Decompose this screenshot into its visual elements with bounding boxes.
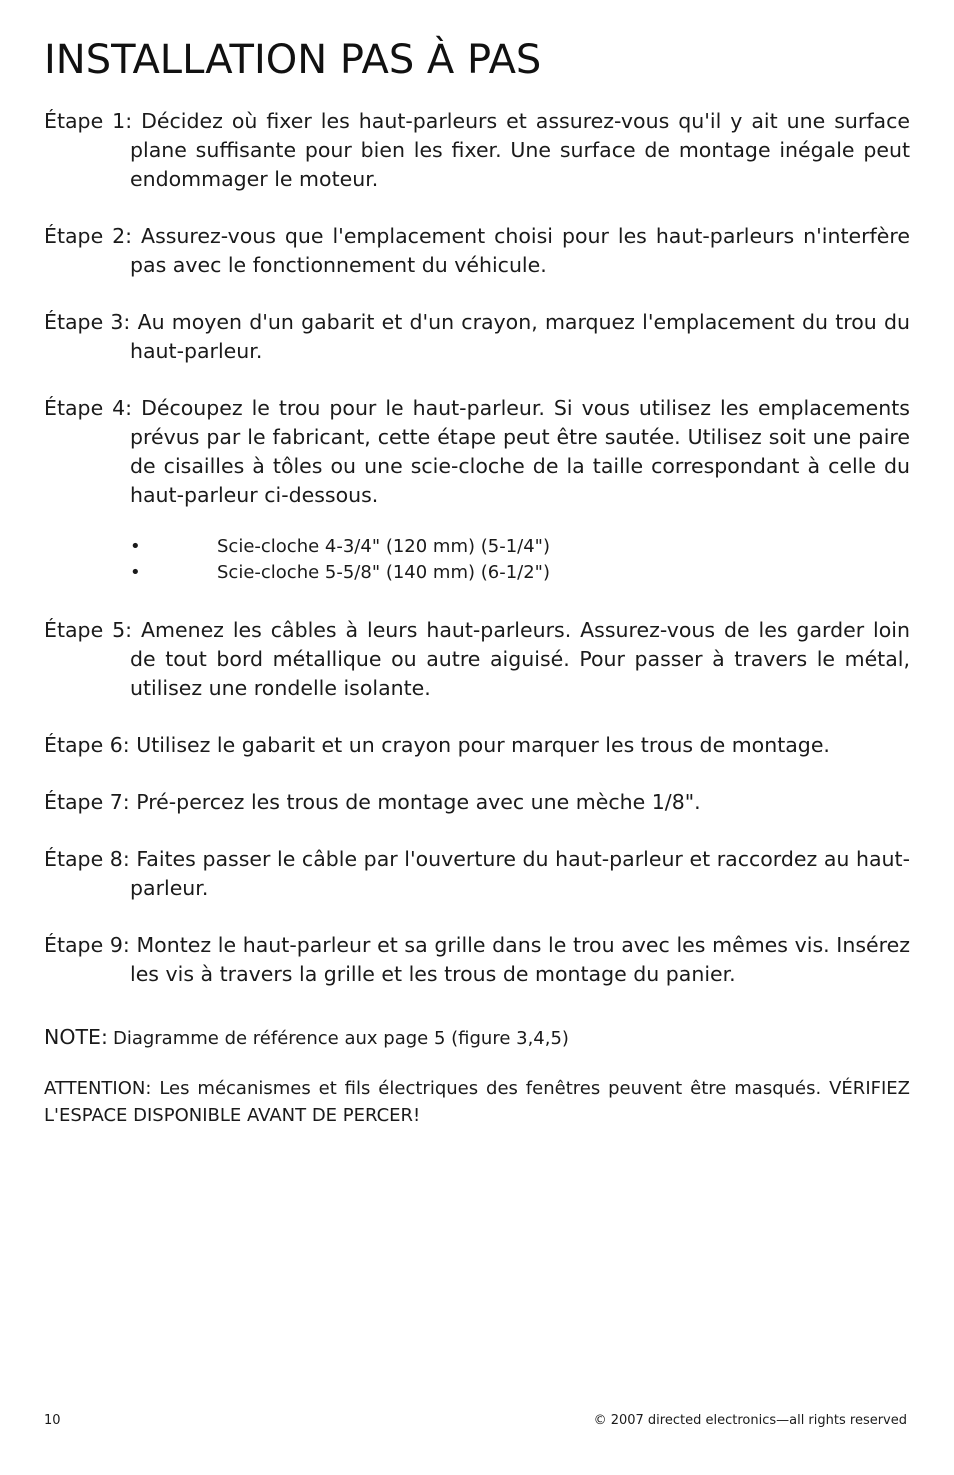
step-5 <box>44 616 910 703</box>
page-title: INSTALLATION PAS À PAS <box>44 37 542 83</box>
note-text: Diagramme de référence aux page 5 (figure 3,4,5) <box>112 1028 569 1049</box>
attention-warning: ATTENTION: Les mécanismes et fils électriques des fenêtres peuvent être masqués. VÉRIFIEZ L'ESPACE DISPONIBLE AVANT DE PERCER! <box>44 1078 910 1126</box>
step-7 <box>44 788 910 817</box>
step-label: Étape 5: <box>44 618 133 642</box>
step-text: Utilisez le gabarit et un crayon pour marquer les trous de montage. <box>136 733 830 757</box>
step-text: Montez le haut-parleur et sa grille dans le trou avec les mêmes vis. Insérez les vis à travers la grille et les trous de montage du panier. <box>130 933 910 986</box>
list-item-text: Scie-cloche 4-3/4" (120 mm) (5-1/4") <box>217 536 550 557</box>
step-label: Étape 1: <box>44 109 133 133</box>
bullet-icon: • <box>130 562 141 583</box>
note <box>44 1023 910 1053</box>
note-label: NOTE: <box>44 1025 108 1049</box>
instructions-body <box>44 107 910 1129</box>
step-8 <box>44 845 910 903</box>
list-item <box>44 534 910 560</box>
step-text: Amenez les câbles à leurs haut-parleurs. Assurez-vous de les garder loin de tout bord métallique ou autre aiguisé. Pour passer à travers le métal, utilisez une rondelle isolante. <box>130 618 910 700</box>
step-text: Faites passer le câble par l'ouverture du haut-parleur et raccordez au haut-parleur. <box>130 847 910 900</box>
bullet-icon: • <box>130 536 141 557</box>
list-item-text: Scie-cloche 5-5/8" (140 mm) (6-1/2") <box>217 562 550 583</box>
step-1 <box>44 107 910 194</box>
step-label: Étape 8: <box>44 847 130 871</box>
step-label: Étape 3: <box>44 310 131 334</box>
step-text: Pré-percez les trous de montage avec une mèche 1/8". <box>136 790 701 814</box>
step-6 <box>44 731 910 760</box>
step-text: Découpez le trou pour le haut-parleur. Si vous utilisez les emplacements prévus par le fabricant, cette étape peut être sautée. Utilisez soit une paire de cisailles à tôles ou une scie-cloche de la taille correspondant à celle du haut-parleur ci-dessous. <box>130 396 910 507</box>
page-number: 10 <box>44 1413 61 1428</box>
step-text: Assurez-vous que l'emplacement choisi pour les haut-parleurs n'interfère pas avec le fonctionnement du véhicule. <box>130 224 910 277</box>
step-3 <box>44 308 910 366</box>
step-2 <box>44 222 910 280</box>
step-label: Étape 2: <box>44 224 133 248</box>
step-text: Décidez où fixer les haut-parleurs et assurez-vous qu'il y ait une surface plane suffisante pour bien les fixer. Une surface de montage inégale peut endommager le moteur. <box>130 109 910 191</box>
step-label: Étape 6: <box>44 733 130 757</box>
step-label: Étape 9: <box>44 933 130 957</box>
copyright-notice: © 2007 directed electronics—all rights reserved <box>593 1413 907 1428</box>
step-label: Étape 4: <box>44 396 133 420</box>
step-4 <box>44 394 910 510</box>
hole-saw-list <box>44 534 910 586</box>
step-label: Étape 7: <box>44 790 130 814</box>
list-item <box>44 560 910 586</box>
step-text: Au moyen d'un gabarit et d'un crayon, marquez l'emplacement du trou du haut-parleur. <box>130 310 910 363</box>
step-9 <box>44 931 910 989</box>
